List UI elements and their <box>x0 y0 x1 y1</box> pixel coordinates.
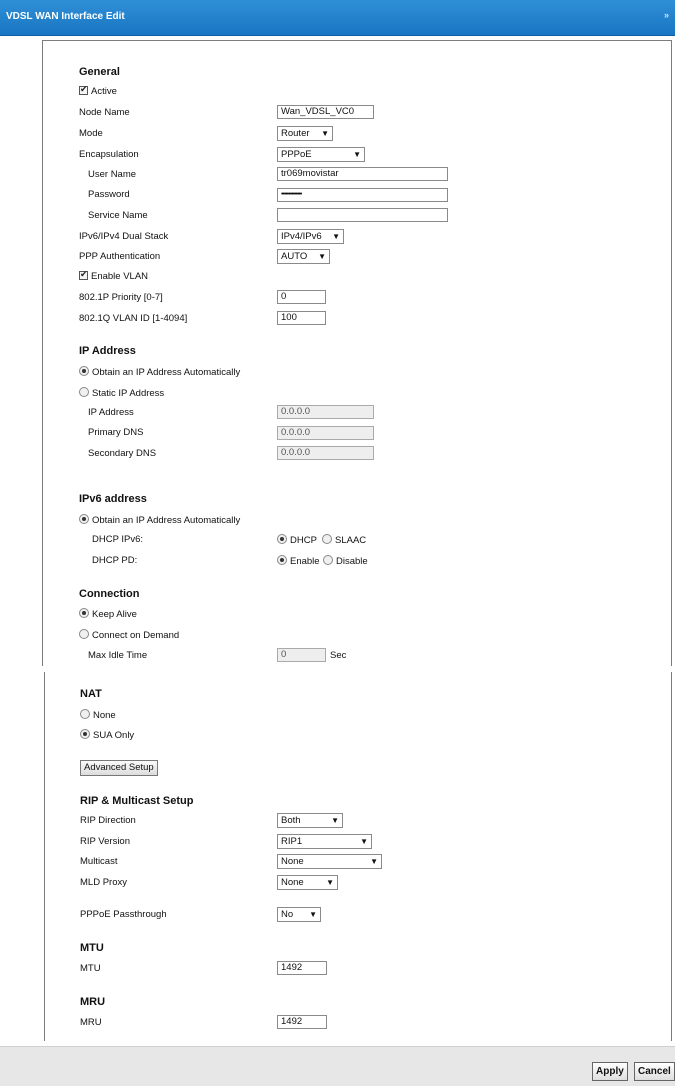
priority-input[interactable]: 0 <box>277 290 326 304</box>
dropdown-arrow-icon: ▼ <box>360 837 368 846</box>
secondary-dns-input[interactable]: 0.0.0.0 <box>277 446 374 460</box>
primary-dns-input[interactable]: 0.0.0.0 <box>277 426 374 440</box>
primary-dns-label: Primary DNS <box>88 427 144 438</box>
user-name-label: User Name <box>88 169 137 180</box>
section-mru-header: MRU <box>80 996 106 1008</box>
mru-input[interactable]: 1492 <box>277 1015 327 1029</box>
connect-on-demand-label: Connect on Demand <box>92 630 180 641</box>
password-input[interactable]: •••••••••••••• <box>277 188 448 202</box>
mru-label: MRU <box>80 1017 102 1028</box>
rip-version-label: RIP Version <box>80 836 130 847</box>
max-idle-input[interactable]: 0 <box>277 648 326 662</box>
dropdown-arrow-icon: ▼ <box>318 252 326 261</box>
ppp-auth-select[interactable] <box>277 249 330 264</box>
dhcp-ipv6-dhcp-label: DHCP <box>290 535 317 546</box>
keep-alive-label: Keep Alive <box>92 609 137 620</box>
keep-alive-radio[interactable] <box>79 608 137 620</box>
radio-selected-icon <box>79 514 89 524</box>
radio-selected-icon <box>80 729 90 739</box>
section-mtu-header: MTU <box>80 942 104 954</box>
dhcp-ipv6-slaac-radio[interactable] <box>322 534 366 546</box>
ppp-auth-value: AUTO <box>281 251 308 262</box>
dropdown-arrow-icon: ▼ <box>370 857 378 866</box>
mode-value: Router <box>281 128 310 139</box>
dhcp-ipv6-slaac-label: SLAAC <box>335 535 367 546</box>
service-name-label: Service Name <box>88 210 148 221</box>
multicast-label: Multicast <box>80 856 118 867</box>
section-nat-header: NAT <box>80 688 102 700</box>
nat-none-label: None <box>93 710 116 721</box>
radio-unselected-icon <box>79 387 89 397</box>
rip-direction-label: RIP Direction <box>80 815 136 826</box>
dropdown-arrow-icon: ▼ <box>353 150 361 159</box>
dhcp-pd-enable-label: Enable <box>290 556 320 567</box>
dhcp-pd-disable-label: Disable <box>336 556 368 567</box>
radio-selected-icon <box>79 608 89 618</box>
ip-address-input[interactable]: 0.0.0.0 <box>277 405 374 419</box>
service-name-input[interactable] <box>277 208 448 222</box>
ipv6-auto-label: Obtain an IP Address Automatically <box>92 515 241 526</box>
dual-stack-value: IPv4/IPv6 <box>281 231 322 242</box>
dropdown-arrow-icon: ▼ <box>309 910 317 919</box>
pppoe-passthrough-label: PPPoE Passthrough <box>80 909 167 920</box>
collapse-chevron-icon[interactable]: » <box>663 10 669 20</box>
node-name-label: Node Name <box>79 107 130 118</box>
window-title-bar <box>0 0 675 36</box>
dropdown-arrow-icon: ▼ <box>321 129 329 138</box>
mld-proxy-value: None <box>281 877 304 888</box>
ip-static-label: Static IP Address <box>92 388 165 399</box>
vlan-id-input[interactable]: 100 <box>277 311 326 325</box>
dual-stack-select[interactable] <box>277 229 344 244</box>
mld-proxy-label: MLD Proxy <box>80 877 127 888</box>
dropdown-arrow-icon: ▼ <box>332 232 340 241</box>
rip-version-value: RIP1 <box>281 836 303 847</box>
checkbox-checked-icon <box>79 271 88 280</box>
advanced-setup-button[interactable]: Advanced Setup <box>80 760 158 776</box>
radio-selected-icon <box>79 366 89 376</box>
radio-selected-icon <box>277 555 287 565</box>
nat-none-radio[interactable] <box>80 709 116 721</box>
rip-direction-value: Both <box>281 815 301 826</box>
dialog-footer <box>0 1046 675 1086</box>
encapsulation-label: Encapsulation <box>79 149 139 160</box>
encapsulation-value: PPPoE <box>281 149 312 160</box>
encapsulation-select[interactable] <box>277 147 365 162</box>
max-idle-label: Max Idle Time <box>88 650 148 661</box>
dropdown-arrow-icon: ▼ <box>326 878 334 887</box>
multicast-select[interactable] <box>277 854 382 869</box>
multicast-value: None <box>281 856 304 867</box>
dhcp-pd-label: DHCP PD: <box>92 555 138 566</box>
section-ip-address-header: IP Address <box>79 345 136 357</box>
nat-sua-radio[interactable] <box>80 729 134 741</box>
secondary-dns-label: Secondary DNS <box>88 448 157 459</box>
mode-select[interactable] <box>277 126 333 141</box>
dual-stack-label: IPv6/IPv4 Dual Stack <box>79 231 169 242</box>
enable-vlan-checkbox[interactable] <box>79 271 148 282</box>
enable-vlan-label: Enable VLAN <box>91 271 149 282</box>
pppoe-passthrough-value: No <box>281 909 294 920</box>
connect-on-demand-radio[interactable] <box>79 629 179 641</box>
radio-selected-icon <box>277 534 287 544</box>
rip-direction-select[interactable] <box>277 813 343 828</box>
ip-address-label: IP Address <box>88 407 134 418</box>
dhcp-ipv6-dhcp-radio[interactable] <box>277 534 317 546</box>
dhcp-ipv6-label: DHCP IPv6: <box>92 534 144 545</box>
mtu-label: MTU <box>80 963 101 974</box>
apply-button[interactable]: Apply <box>592 1062 628 1081</box>
node-name-input[interactable]: Wan_VDSL_VC0 <box>277 105 374 119</box>
section-connection-header: Connection <box>79 588 140 600</box>
ipv6-auto-radio[interactable] <box>79 514 240 526</box>
dropdown-arrow-icon: ▼ <box>331 816 339 825</box>
pppoe-passthrough-select[interactable] <box>277 907 321 922</box>
active-label: Active <box>91 86 117 97</box>
rip-version-select[interactable] <box>277 834 372 849</box>
radio-unselected-icon <box>80 709 90 719</box>
password-label: Password <box>88 189 130 200</box>
form-panel-top <box>42 40 672 666</box>
radio-unselected-icon <box>79 629 89 639</box>
user-name-input[interactable]: tr069movistar <box>277 167 448 181</box>
dhcp-pd-enable-radio[interactable] <box>277 555 320 567</box>
max-idle-unit: Sec <box>330 650 347 661</box>
checkbox-checked-icon <box>79 86 88 95</box>
window-title: VDSL WAN Interface Edit <box>6 11 125 22</box>
section-ipv6-header: IPv6 address <box>79 493 147 505</box>
mld-proxy-select[interactable] <box>277 875 338 890</box>
active-checkbox[interactable] <box>79 86 117 97</box>
section-general-header: General <box>79 66 120 78</box>
ip-auto-label: Obtain an IP Address Automatically <box>92 367 241 378</box>
cancel-button[interactable]: Cancel <box>634 1062 675 1081</box>
nat-sua-label: SUA Only <box>93 730 135 741</box>
radio-unselected-icon <box>323 555 333 565</box>
mode-label: Mode <box>79 128 103 139</box>
ppp-auth-label: PPP Authentication <box>79 251 161 262</box>
dhcp-pd-disable-radio[interactable] <box>323 555 368 567</box>
priority-label: 802.1P Priority [0-7] <box>79 292 163 303</box>
radio-unselected-icon <box>322 534 332 544</box>
mtu-input[interactable]: 1492 <box>277 961 327 975</box>
ip-auto-radio[interactable] <box>79 366 240 378</box>
section-rip-header: RIP & Multicast Setup <box>80 795 194 807</box>
ip-static-radio[interactable] <box>79 387 164 399</box>
vlan-id-label: 802.1Q VLAN ID [1-4094] <box>79 313 188 324</box>
